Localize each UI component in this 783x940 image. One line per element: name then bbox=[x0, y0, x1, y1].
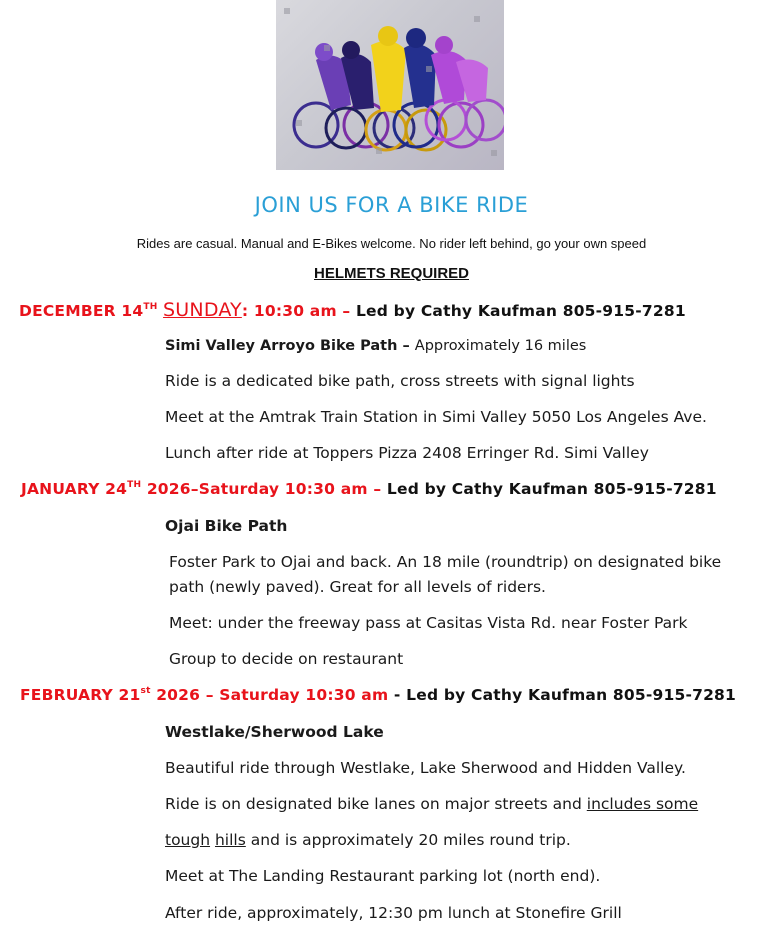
ride-1-header bbox=[19, 299, 686, 321]
ride-1-route-name: Simi Valley Arroyo Bike Path – bbox=[165, 338, 410, 354]
ride-2-date-suffix: TH bbox=[127, 480, 142, 490]
ride-3-detail: Meet at The Landing Restaurant parking lot (north end). bbox=[165, 867, 601, 885]
ride-1-date-suffix: TH bbox=[143, 302, 158, 312]
ride-2-detail: Group to decide on restaurant bbox=[169, 650, 404, 668]
ride-1-date: DECEMBER 14 bbox=[19, 302, 144, 320]
ride-2-date: JANUARY 24 bbox=[21, 480, 128, 498]
ride-2-leader: Led by Cathy Kaufman 805-915-7281 bbox=[386, 480, 717, 498]
ride-2-detail: Meet: under the freeway pass at Casitas Vista Rd. near Foster Park bbox=[169, 614, 688, 632]
ride-1-detail: Ride is a dedicated bike path, cross streets with signal lights bbox=[165, 372, 635, 390]
ride-2-header bbox=[21, 480, 717, 498]
ride-3-detail-underlined: includes some bbox=[586, 795, 699, 813]
ride-3-time: 2026 – Saturday 10:30 am bbox=[156, 686, 389, 704]
ride-3-detail bbox=[165, 831, 571, 849]
ride-1-time: : 10:30 am – bbox=[241, 302, 351, 320]
ride-3-dash: - bbox=[393, 686, 401, 704]
ride-1-route bbox=[165, 338, 586, 354]
ride-3-detail-text: and is approximately 20 miles round trip. bbox=[250, 831, 571, 849]
ride-3-detail-text: Ride is on designated bike lanes on major streets and bbox=[165, 795, 582, 813]
ride-3-detail-underlined: hills bbox=[214, 831, 246, 849]
cyclists-illustration bbox=[276, 0, 504, 170]
ride-3-route: Westlake/Sherwood Lake bbox=[165, 723, 384, 741]
helmets-notice: HELMETS REQUIRED bbox=[313, 265, 469, 282]
ride-2-detail: path (newly paved). Great for all levels of riders. bbox=[169, 578, 546, 596]
ride-1-distance: Approximately 16 miles bbox=[414, 338, 587, 354]
ride-1-leader: Led by Cathy Kaufman 805-915-7281 bbox=[355, 302, 686, 320]
subtitle: Rides are casual. Manual and E-Bikes welcome. No rider left behind, go your own speed bbox=[136, 236, 647, 251]
ride-2-route: Ojai Bike Path bbox=[165, 517, 288, 535]
ride-3-date: FEBRUARY 21 bbox=[20, 686, 141, 704]
ride-1-detail: Lunch after ride at Toppers Pizza 2408 Erringer Rd. Simi Valley bbox=[165, 444, 649, 462]
ride-1-weekday: SUNDAY bbox=[163, 299, 242, 321]
ride-1-detail: Meet at the Amtrak Train Station in Simi Valley 5050 Los Angeles Ave. bbox=[165, 408, 707, 426]
ride-3-header bbox=[20, 686, 736, 704]
ride-3-detail-underlined: tough bbox=[165, 831, 211, 849]
ride-3-date-suffix: st bbox=[140, 686, 151, 696]
ride-3-detail bbox=[165, 795, 698, 813]
ride-2-detail: Foster Park to Ojai and back. An 18 mile (roundtrip) on designated bike bbox=[169, 553, 722, 571]
ride-2-time: 2026–Saturday 10:30 am – bbox=[146, 480, 382, 498]
page-title: JOIN US FOR A BIKE RIDE bbox=[254, 193, 529, 217]
ride-3-leader: Led by Cathy Kaufman 805-915-7281 bbox=[406, 686, 737, 704]
ride-3-detail: After ride, approximately, 12:30 pm lunch at Stonefire Grill bbox=[165, 904, 622, 922]
ride-3-detail: Beautiful ride through Westlake, Lake Sherwood and Hidden Valley. bbox=[165, 759, 686, 777]
